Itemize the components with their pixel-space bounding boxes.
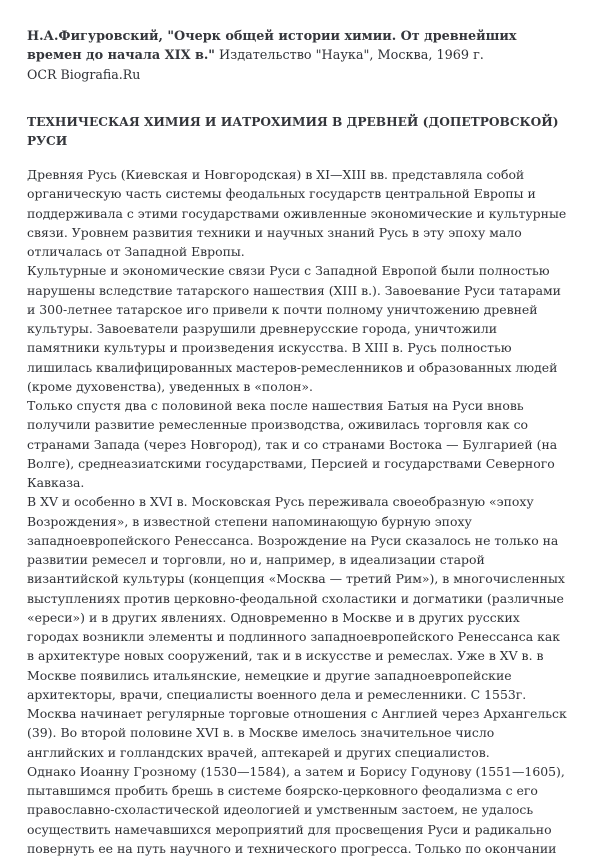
paragraph-1: Древняя Русь (Киевская и Новгородская) в XI—XIII вв. представляла собой органическую часть системы феодальных государств центральной Европы и поддерживала с этими государствами оживленные экономические и культурные связи. Уровнем развития техники и научных знаний Русь в эту эпоху мало отличалась от Западной Европы. [27,167,567,259]
document-page [27,27,568,856]
book-publisher: Издательство "Наука", Москва, 1969 г. [214,48,484,63]
ocr-source-line: OCR Biografia.Ru [27,67,141,82]
book-author-title: Н.А.Фигуровский, "Очерк общей истории химии. От древнейших времен до начала XIX в." [27,29,517,63]
document-header [27,27,568,84]
paragraph-4: В XV и особенно в XVI в. Московская Русь переживала своеобразную «эпоху Возрождения», в известной степени напоминающую бурную эпоху западноевропейского Ренессанса. Возрождение на Руси сказалось не только на развитии ремесел и торговли, но и, например, в идеализации старой византийской культуры (концепция «Москва — третий Рим»), в многочисленных выступлениях против церковно-феодальной схоластики и догматики (различные «ереси») и в других явлениях. Одновременно в Москве и в других русских городах возникли элементы и подлинного западноевропейского Ренессанса как в архитектуре новых сооружений, так и в искусстве и ремеслах. Уже в XV в. в Москве появились итальянские, немецкие и другие западноевропейские архитекторы, врачи, специалисты военного дела и ремесленники. С 1553г. Москва начинает регулярные торговые отношения с Англией через Архангельск (39). Во второй половине XVI в. в Москве имелось значительное число английских и голландских врачей, аптекарей и других специалистов. [27,494,567,760]
section-title: ТЕХНИЧЕСКАЯ ХИМИЯ И ИАТРОХИМИЯ В ДРЕВНЕЙ (ДОПЕТРОВСКОЙ) РУСИ [27,115,559,148]
paragraph-5: Однако Иоанну Грозному (1530—1584), а затем и Борису Годунову (1551—1605), пытавшимся пробить брешь в системе боярско-церковного феодализма с его православно-схоластической идеологией и умственным застоем, не удалось осуществить намечавшихся мероприятий для просвещения Руси и радикально повернуть ее на путь научного и технического прогресса. Только по окончании [27,763,565,856]
article-body [27,165,568,858]
paragraph-2: Культурные и экономические связи Руси с Западной Европой были полностью нарушены вследствие татарского нашествия (XIII в.). Завоевание Руси татарами и 300-летнее татарское иго привели к почти полному уничтожению древней культуры. Завоеватели разрушили древнерусские города, уничтожили памятники культуры и произведения искусства. В XIII в. Русь полностью лишилась квалифицированных мастеров-ремесленников и образованных людей (кроме духовенства), уведенных в «полон». [27,263,561,394]
paragraph-3: Только спустя два с половиной века после нашествия Батыя на Руси вновь получили развитие ремесленные производства, оживилась торговля как со странами Запада (через Новгород), так и со странами Востока — Булгарией (на Волге), среднеазиатскими государствами, Персией и государствами Северного Кавказа. [27,398,558,490]
